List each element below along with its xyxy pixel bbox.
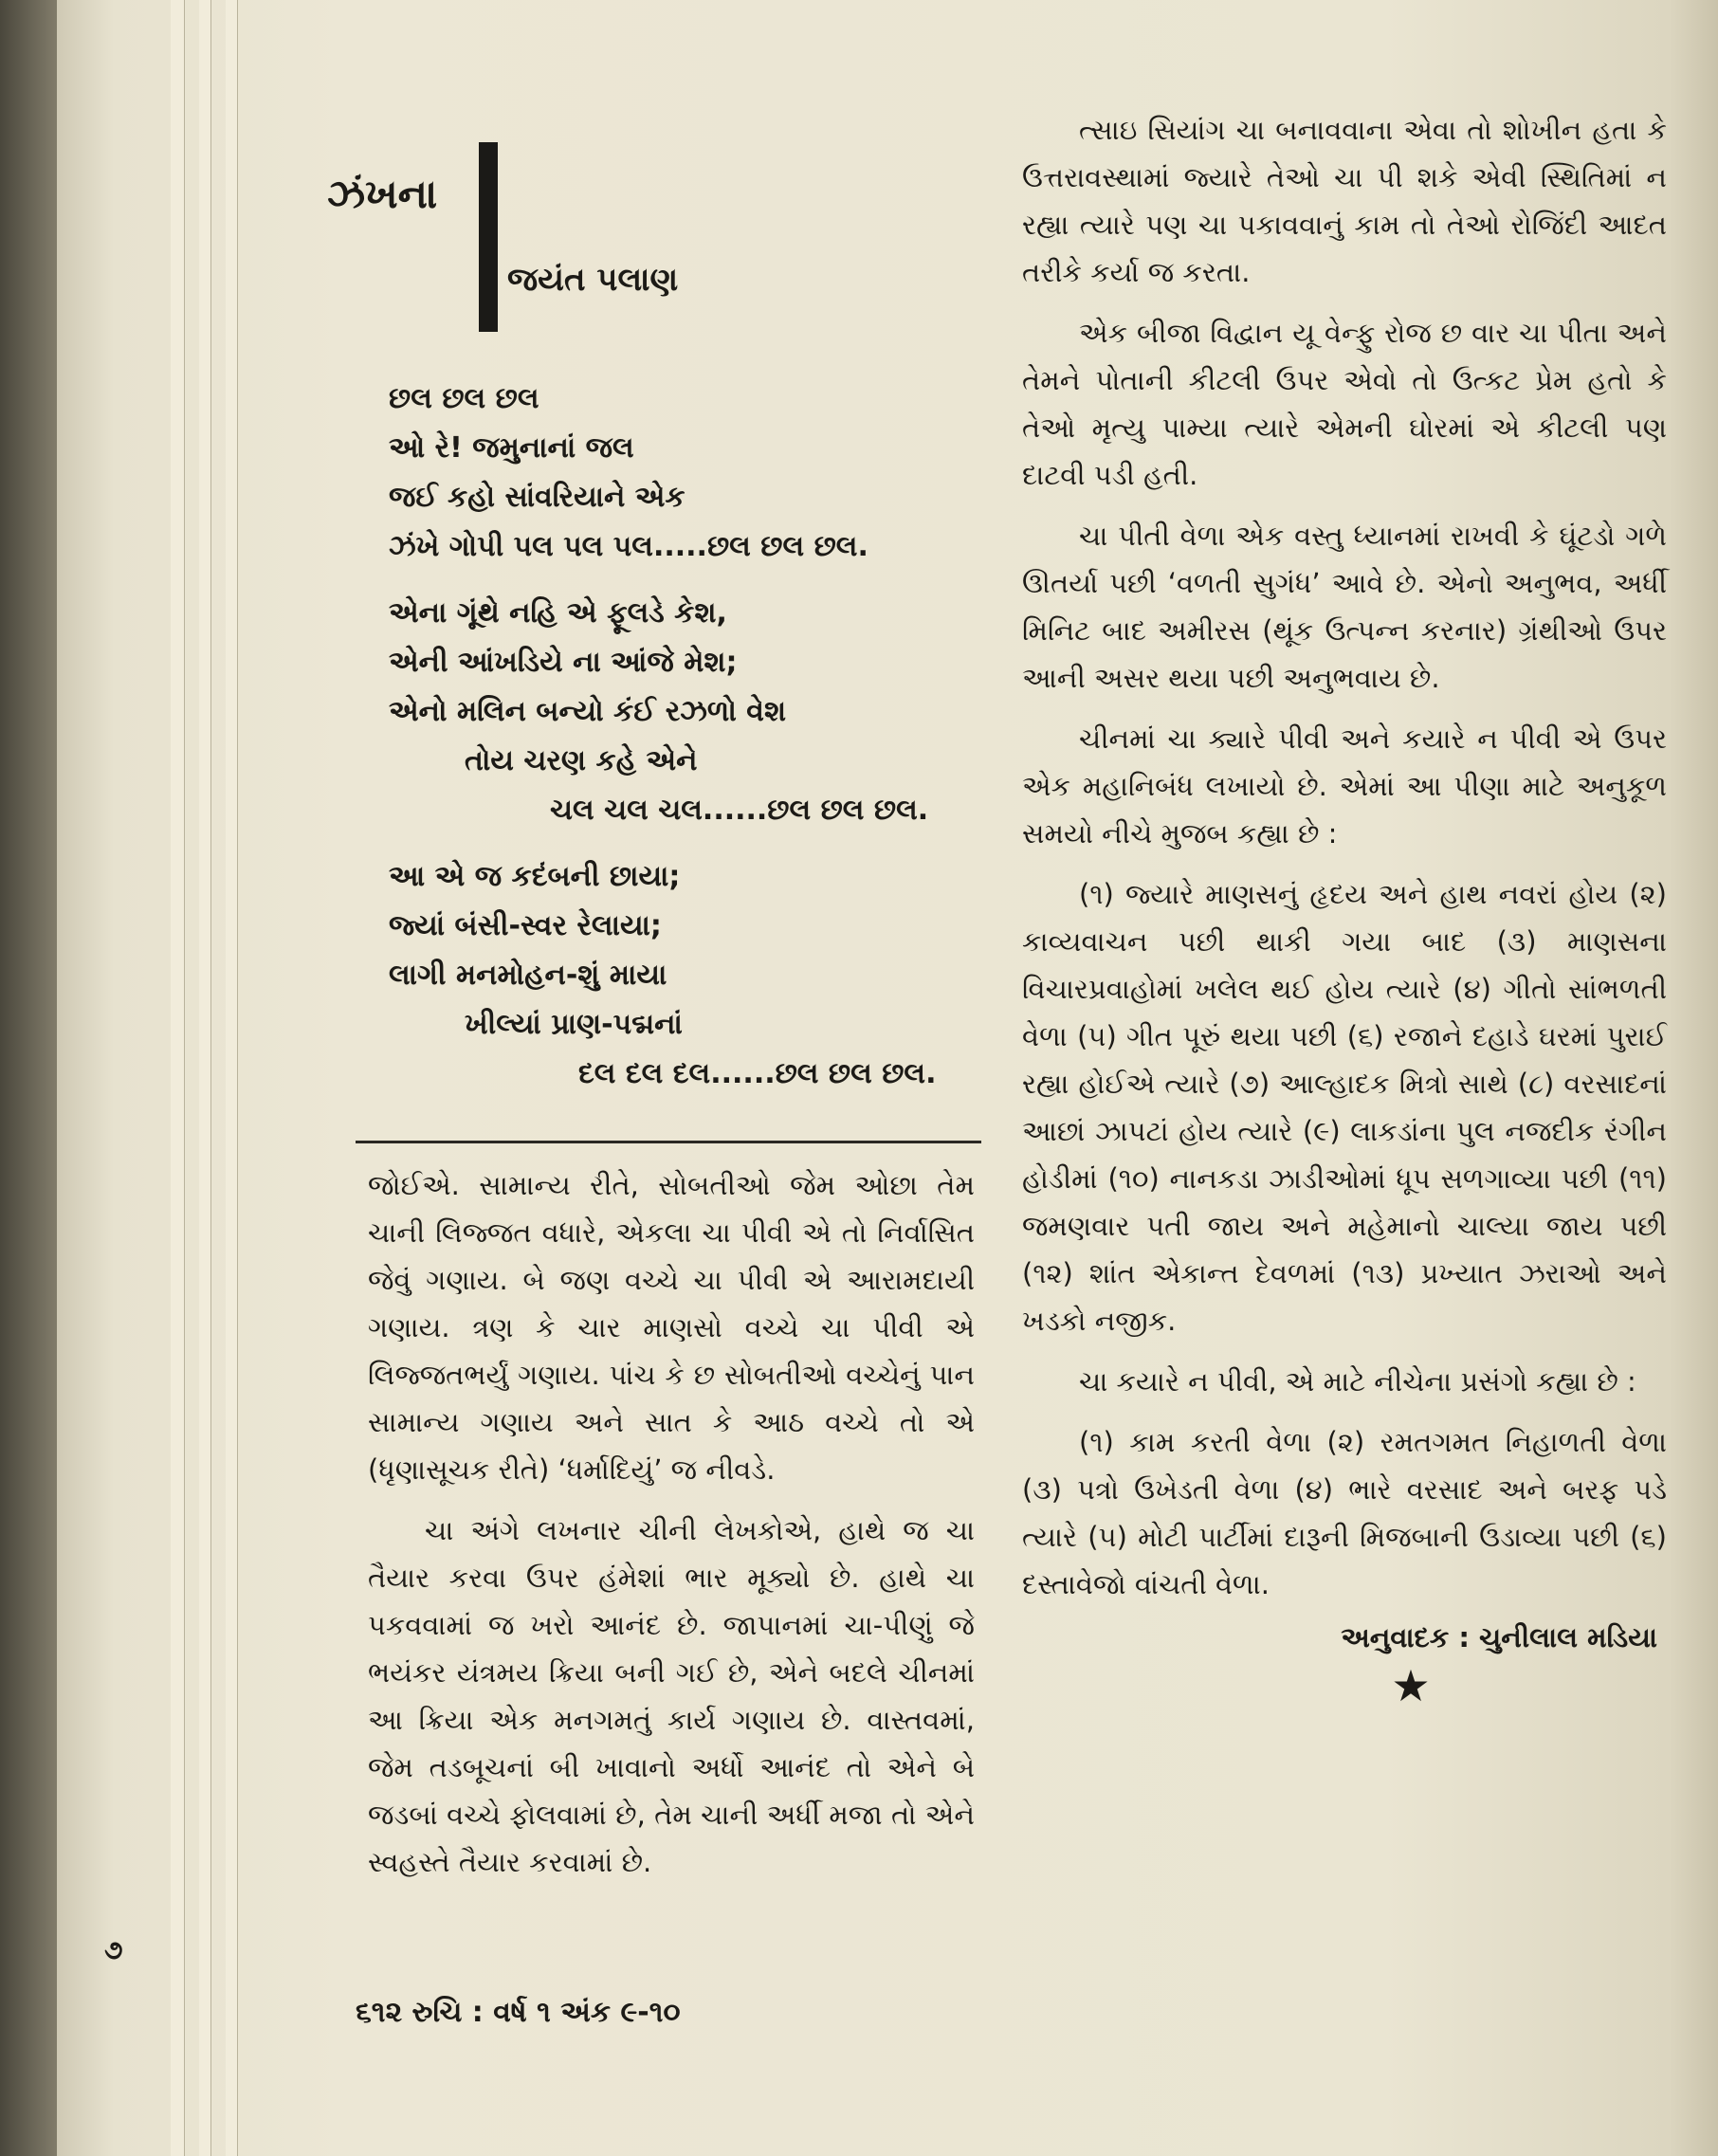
poem-stanza [389,589,977,835]
right-column-prose [1022,106,1667,1608]
poem-title: ઝંખના [327,171,438,217]
right-column [1022,106,1667,1711]
paragraph: જોઈએ. સામાન્ય રીતે, સોબતીઓ જેમ ઓછા તેમ ચાની લિજ્જત વધારે, એકલા ચા પીવી એ તો નિર્વાસિત જેવું ગણાય. બે જણ વચ્ચે ચા પીવી એ આરામદાયી ગણાય. ત્રણ કે ચાર માણસો વચ્ચે ચા પીવી એ લિજ્જતભર્યું ગણાય. પાંચ કે છ સોબતીઓ વચ્ચેનું પાન સામાન્ય ગણાય અને સાત કે આઠ વચ્ચે તો એ (ધૃણાસૂચક રીતે) ‘ધર્માદિયું’ જ નીવડે. [368,1169,975,1486]
end-star-icon: ★ [1391,1660,1431,1711]
poem-line: જઈ કહો સાંવરિયાને એક [389,481,685,514]
poem-line: એની આંખડિયે ના આંજે મેશ; [389,646,738,679]
poem-author: જયંત પલાણ [507,261,679,299]
paragraph: ચા પીતી વેળા એક વસ્તુ ધ્યાનમાં રાખવી કે ઘૂંટડો ગળે ઊતર્યા પછી ‘વળતી સુગંધ’ આવે છે. એનો અનુભવ, અર્ધી મિનિટ બાદ અમીરસ (થૂંક ઉત્પન્ન કરનાર) ગ્રંથીઓ ઉપર આની અસર થયા પછી અનુભવાય છે. [1022,520,1667,694]
poem-stanza [389,375,977,572]
poem-line: ચલ ચલ ચલ......છલ છલ છલ. [550,794,929,827]
page-mark: ૭ [104,1934,123,1965]
paragraph: ચીનમાં ચા ક્યારે પીવી અને કયારે ન પીવી એ ઉપર એક મહાનિબંધ લખાયો છે. એમાં આ પીણા માટે અનુકૂળ સમયો નીચે મુજબ કહ્યા છે : [1022,722,1667,850]
poem-line: લાગી મનમોહન-શું માયા [389,959,667,992]
page-footer: ૬૧૨ રુચિ : વર્ષ ૧ અંક ૯-૧૦ [356,1996,681,2029]
section-rule [356,1141,981,1143]
poem-line: એના ગૂંથે નહિ એ ફૂલડે કેશ, [389,596,727,630]
translator-credit: અનુવાદક : ચુનીલાલ મડિયા [1341,1621,1657,1654]
paragraph: એક બીજા વિદ્વાન યૂ વેન્ફુ રોજ છ વાર ચા પીતા અને તેમને પોતાની કીટલી ઉપર એવો તો ઉત્કટ પ્રેમ હતો કે તેઓ મૃત્યુ પામ્યા ત્યારે એમની ઘોરમાં એ કીટલી પણ દાટવી પડી હતી. [1022,317,1667,491]
poem-line: ઝંખે ગોપી પલ પલ પલ.....છલ છલ છલ. [389,530,868,563]
poem [389,375,977,1116]
poem-line: આ એ જ કદંબની છાયા; [389,860,681,893]
paragraph: ત્સાઇ સિયાંગ ચા બનાવવાના એવા તો શોખીન હતા કે ઉત્તરાવસ્થામાં જ્યારે તેઓ ચા પી શકે એવી સ્થિતિમાં ન રહ્યા ત્યારે પણ ચા પકાવવાનું કામ તો તેઓ રોજિંદી આદત તરીકે કર્યા જ કરતા. [1022,114,1667,288]
page-edge [199,0,211,2156]
left-column-prose [368,1161,975,1899]
paragraph: ચા કયારે ન પીવી, એ માટે નીચેના પ્રસંગો કહ્યા છે : [1079,1365,1636,1398]
poem-line: ઓ રે! જમુનાનાં જલ [389,431,634,465]
page-edge [226,0,238,2156]
poem-stanza [389,852,977,1099]
poem-line: ખીલ્યાં પ્રાણ-પદ્મનાં [465,1008,683,1041]
paragraph: (૧) જ્યારે માણસનું હૃદય અને હાથ નવરાં હોય (૨) કાવ્યવાચન પછી થાકી ગયા બાદ (૩) માણસના વિચારપ્રવાહોમાં ખલેલ થઈ હોય ત્યારે (૪) ગીતો સાંભળતી વેળા (૫) ગીત પૂરું થયા પછી (૬) રજાને દહાડે ઘરમાં પુરાઈ રહ્યા હોઈએ ત્યારે (૭) આલ્હાદક મિત્રો સાથે (૮) વરસાદનાં આછાં ઝાપટાં હોય ત્યારે (૯) લાકડાંના પુલ નજદીક રંગીન હોડીમાં (૧૦) નાનકડા ઝાડીઓમાં ધૂપ સળગાવ્યા પછી (૧૧) જમણવાર પતી જાય અને મહેમાનો ચાલ્યા જાય પછી (૧૨) શાંત એકાન્ત દેવળમાં (૧૩) પ્રખ્યાત ઝરાઓ અને ખડકો નજીક. [1022,878,1667,1337]
poem-line: જ્યાં બંસી-સ્વર રેલાયા; [389,909,662,942]
paragraph: (૧) કામ કરતી વેળા (૨) રમતગમત નિહાળતી વેળા (૩) પત્રો ઉખેડતી વેળા (૪) ભારે વરસાદ અને બરફ પડે ત્યારે (૫) મોટી પાર્ટીમાં દારૂની મિજબાની ઉડાવ્યા પછી (૬) દસ્તાવેજો વાંચતી વેળા. [1022,1426,1667,1600]
poem-line: તોય ચરણ કહે એને [465,744,698,777]
paragraph: ચા અંગે લખનાર ચીની લેખકોએ, હાથે જ ચા તૈયાર કરવા ઉપર હંમેશાં ભાર મૂક્યો છે. હાથે ચા પકવવામાં જ ખરો આનંદ છે. જાપાનમાં ચા-પીણું જે ભયંકર યંત્રમય ક્રિયા બની ગઈ છે, એને બદલે ચીનમાં આ ક્રિયા એક મનગમતું કાર્ય ગણાય છે. વાસ્તવમાં, જેમ તડબૂચનાં બી ખાવાનો અર્ધો આનંદ તો એને બે જડબાં વચ્ચે ફોલવામાં છે, તેમ ચાની અર્ધી મજા તો એને સ્વહસ્તે તૈયાર કરવામાં છે. [368,1514,975,1878]
poem-line: એનો મલિન બન્યો કંઈ રઝળો વેશ [389,695,787,728]
title-divider-bar [479,142,498,332]
poem-line: દલ દલ દલ......છલ છલ છલ. [578,1057,937,1090]
page-edge [171,0,185,2156]
poem-line: છલ છલ છલ [389,382,539,415]
poem-title-block [327,142,763,351]
